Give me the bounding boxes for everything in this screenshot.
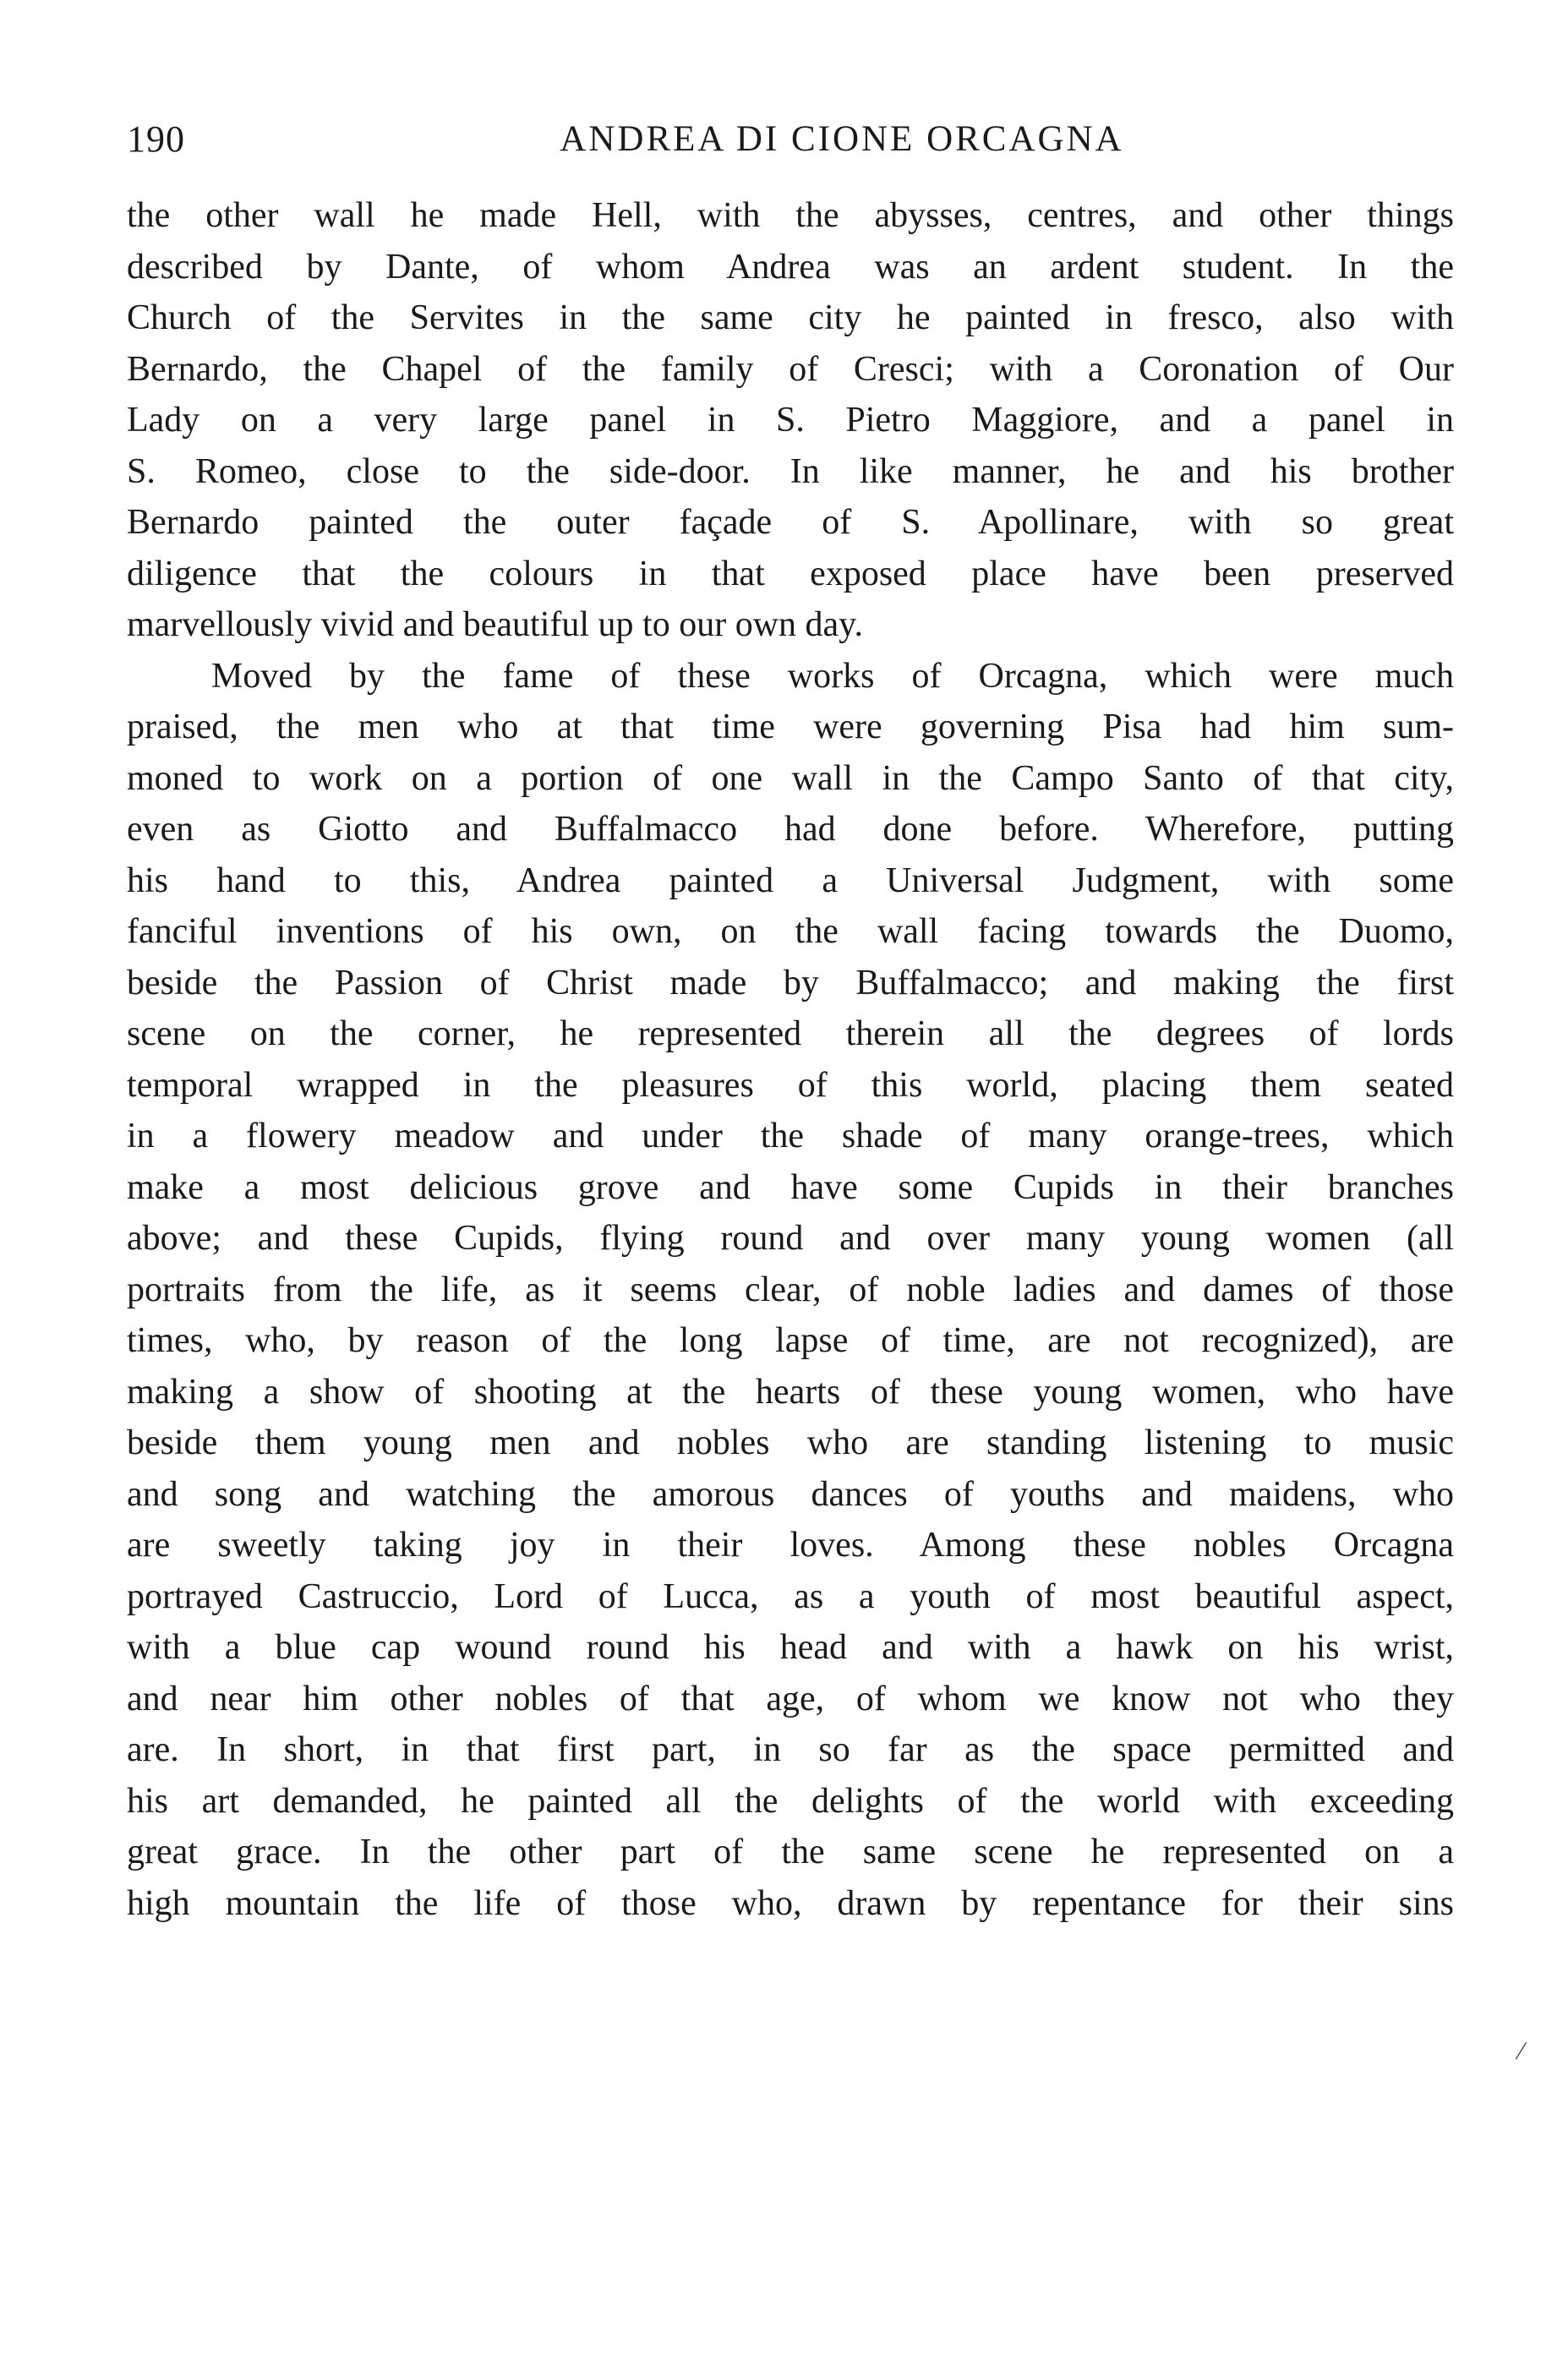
text-line: the other wall he made Hell, with the abysses, centres, and other things [127, 196, 1454, 235]
text-line: fanciful inventions of his own, on the wall facing towards the Duomo, [127, 912, 1454, 951]
text-line: Lady on a very large panel in S. Pietro Maggiore, and a panel in [127, 401, 1454, 440]
text-line: in a flowery meadow and under the shade of many orange-trees, which [127, 1117, 1454, 1155]
text-line: great grace. In the other part of the same scene he represented on a [127, 1833, 1454, 1871]
text-line: described by Dante, of whom Andrea was an ardent student. In the [127, 247, 1454, 287]
body-text [127, 190, 1454, 1929]
text-line: times, who, by reason of the long lapse of time, are not recognized), are [127, 1321, 1454, 1360]
text-line: Bernardo painted the outer façade of S. Apollinare, with so great [127, 503, 1454, 542]
text-line: high mountain the life of those who, drawn by repentance for their sins [127, 1883, 1454, 1923]
text-line: making a show of shooting at the hearts of these young women, who have [127, 1372, 1454, 1412]
text-line: beside them young men and nobles who are standing listening to music [127, 1423, 1454, 1462]
text-line: S. Romeo, close to the side-door. In like manner, he and his brother [127, 451, 1454, 491]
text-line: even as Giotto and Buffalmacco had done before. Wherefore, putting [127, 810, 1454, 849]
text-line: Church of the Servites in the same city he painted in fresco, also with [127, 298, 1454, 337]
text-line: with a blue cap wound round his head and with a hawk on his wrist, [127, 1628, 1454, 1667]
text-line: Bernardo, the Chapel of the family of Cresci; with a Coronation of Our [127, 349, 1454, 389]
text-line: above; and these Cupids, flying round and over many young women (all [127, 1219, 1454, 1258]
text-line: portrayed Castruccio, Lord of Lucca, as a youth of most beautiful aspect, [127, 1576, 1454, 1616]
running-head [127, 110, 1456, 169]
text-line: temporal wrapped in the pleasures of this world, placing them seated [127, 1065, 1454, 1105]
text-line: and song and watching the amorous dances of youths and maidens, who [127, 1474, 1454, 1514]
text-line: scene on the corner, he represented therein all the degrees of lords [127, 1014, 1454, 1053]
text-line: beside the Passion of Christ made by Buffalmacco; and making the first [127, 963, 1454, 1002]
text-line: moned to work on a portion of one wall in the Campo Santo of that city, [127, 758, 1454, 798]
text-line: his hand to this, Andrea painted a Universal Judgment, with some [127, 860, 1454, 900]
text-line: praised, the men who at that time were governing Pisa had him sum- [127, 707, 1454, 746]
text-line: his art demanded, he painted all the delights of the world with exceeding [127, 1781, 1454, 1821]
text-line: Moved by the fame of these works of Orcagna, which were much [211, 656, 1454, 696]
text-line: are. In short, in that first part, in so far as the space permitted and [127, 1730, 1454, 1769]
text-line: are sweetly taking joy in their loves. Among these nobles Orcagna [127, 1526, 1454, 1565]
text-line: marvellously vivid and beautiful up to our own day. [127, 605, 863, 644]
text-line: and near him other nobles of that age, of whom we know not who they [127, 1679, 1454, 1718]
running-title: ANDREA DI CIONE ORCAGNA [560, 119, 1124, 159]
text-line: diligence that the colours in that exposed place have been preserved [127, 554, 1454, 593]
page-number: 190 [127, 118, 185, 160]
text-line: portraits from the life, as it seems clear, of noble ladies and dames of those [127, 1270, 1454, 1309]
text-line: make a most delicious grove and have some Cupids in their branches [127, 1167, 1454, 1207]
stray-ink-mark: / [1513, 2037, 1528, 2065]
